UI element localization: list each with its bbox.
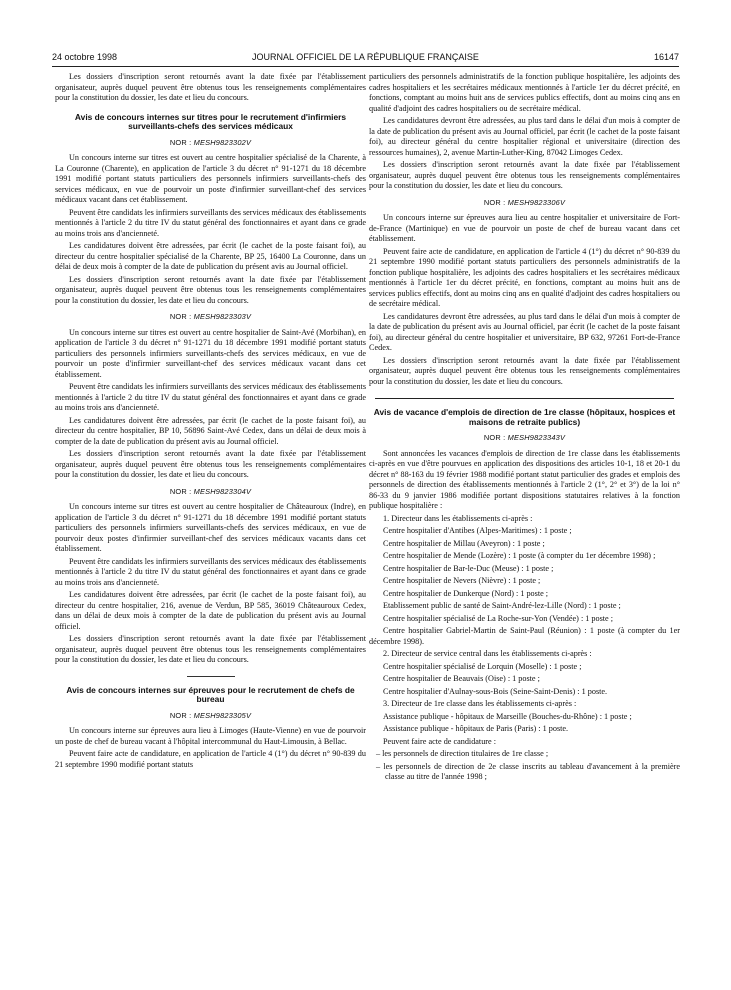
nor-reference: NOR : MESH9823304V — [169, 486, 252, 496]
nor-reference: NOR : MESH9823305V — [169, 710, 252, 720]
list-item: 1. Directeur dans les établissements ci-après : — [383, 513, 533, 523]
issue-date: 24 octobre 1998 — [52, 52, 118, 62]
paragraph: Peuvent être candidats les infirmiers surveillants des services médicaux des établissements mentionnés à l'article 2 du titre IV du statut général des fonctionnaires et ayant dans ce grade au moins trois ans d'ancienneté. — [55, 207, 366, 238]
list-item: Centre hospitalier de Millau (Aveyron) : 1 poste ; — [383, 538, 545, 548]
list-item: Assistance publique - hôpitaux de Paris (Paris) : 1 poste. — [383, 724, 569, 733]
list-item: Centre hospitalier d'Antibes (Alpes-Maritimes) : 1 poste ; — [383, 526, 572, 535]
paragraph: Les dossiers d'inscription seront retournés avant la date fixée par l'établissement organisateur, auprès duquel peuvent être obtenus tous les renseignements complémentaires pour la constitution du dossier, les date et lieu du concours. — [55, 634, 366, 664]
paragraph: Les dossiers d'inscription seront retournés avant la date fixée par l'établissement organisateur, auprès duquel peuvent être obtenus tous les renseignements complémentaires pour la constitution du dossier, les date et lieu du concours. — [55, 449, 366, 479]
list-item: Etablissement public de santé de Saint-André-lez-Lille (Nord) : 1 poste ; — [383, 601, 621, 610]
notice-title: Avis de vacance d'emplois de direction de 1re classe (hôpitaux, hospices et maisons de retraite publics) — [373, 407, 676, 427]
list-item: – les personnels de direction titulaires de 1re classe ; — [369, 749, 680, 760]
nor-reference: NOR : MESH9823343V — [483, 433, 566, 442]
paragraph: Les candidatures doivent être adressées, par écrit (le cachet de la poste faisant foi), au directeur du centre hospitalier, BP 10, 56896 Saint-Avé Cedex, dans un délai de deux mois à compter de la date de publication du présent avis au Journal officiel. — [55, 415, 366, 446]
list-item: Centre hospitalier d'Aulnay-sous-Bois (Seine-Saint-Denis) : 1 poste. — [383, 686, 608, 696]
page-number: 16147 — [653, 52, 679, 62]
paragraph: Les dossiers d'inscription seront retournés avant la date fixée par l'établissement organisateur, auprès duquel peuvent être obtenus tous les renseignements complémentaires pour la constitution du dossier, les date et lieu du concours. — [369, 160, 680, 190]
list-item: – les personnels de direction de 2e classe inscrits au tableau d'avancement à la première classe au titre de l'année 1998 ; — [369, 762, 680, 783]
paragraph: Un concours interne sur titres est ouvert au centre hospitalier de Saint-Avé (Morbihan), en application de l'article 3 du décret n° 91-1271 du 18 décembre 1991 modifié portant statuts particuliers des personnels infirmiers surveillants-chefs des services médicaux, en vue de pourvoir un poste d'infirmier surveillant-chef des services médicaux vacant dans cet établissement. — [55, 327, 366, 379]
paragraph: Les candidatures devront être adressées, au plus tard dans le délai d'un mois à compter de la date de publication du présent avis au Journal officiel, par écrit (le cachet de la poste faisant foi), au directeur général du centre hospitalier régional et universitaire (direction des ressources humaines), 2, avenue Martin-Luther-King, 87042 Limoges Cedex. — [369, 116, 680, 157]
nor-reference: NOR : MESH9823306V — [483, 197, 566, 207]
notice-title: Avis de concours internes sur titres pour le recrutement d'infirmiers surveillants-chefs des services médicaux — [74, 111, 347, 131]
nor-reference: NOR : MESH9823302V — [169, 137, 252, 147]
list-item: 3. Directeur de 1re classe dans les établissements ci-après : — [383, 699, 577, 708]
section-divider — [187, 676, 235, 677]
paragraph: Un concours interne sur épreuves aura lieu au centre hospitalier et universitaire de Fort-de-France (Martinique) en vue de pourvoir un poste de chef de bureau vacant dans cet établissement. — [369, 213, 680, 243]
paragraph: Peuvent faire acte de candidature, en application de l'article 4 (1°) du décret n° 90-839 du 21 septembre 1990 modifié portant statuts particuliers des personnels administratifs de la fonction publique hospitalière, les adjoints des cadres hospitaliers et les secrétaires médicaux mentionnés à l'article 1er du décret précité, en fonctions, comptant au moins huit ans de services publics effectifs, dont au moins cinq ans en qualité d'adjoint des cadres hospitaliers ou de secrétaire médical. — [369, 246, 680, 308]
list-item: Centre hospitalier de Bar-le-Duc (Meuse) : 1 poste ; — [383, 563, 554, 573]
paragraph: Les dossiers d'inscription seront retournés avant la date fixée par l'établissement organisateur, auprès duquel peuvent être obtenus tous les renseignements complémentaires pour la constitution du dossier, les date et lieu du concours. — [55, 274, 366, 305]
paragraph: Un concours interne sur titres est ouvert au centre hospitalier spécialisé de la Charente, à La Couronne (Charente), en application de l'article 3 du décret n° 91-1271 du 18 décembre 1991 modifié portant statuts particuliers des personnels infirmiers surveillants-chefs des services médicaux, en vue de pourvoir un poste d'infirmier surveillant-chef des services médicaux vacant dans cet établissement. — [55, 153, 366, 204]
list-item: Centre hospitalier de Nevers (Nièvre) : 1 poste ; — [383, 576, 541, 585]
left-column — [55, 72, 366, 984]
paragraph: Un concours interne sur épreuves aura lieu à Limoges (Haute-Vienne) en vue de pourvoir un poste de chef de bureau vacant à l'hôpital intercommunal du Haut-Limousin, à Bellac. — [55, 726, 366, 746]
paragraph: Peuvent être candidats les infirmiers surveillants des services médicaux des établissements mentionnés à l'article 2 du titre IV du statut général des fonctionnaires et ayant dans ce grade au moins trois ans d'ancienneté. — [55, 382, 366, 412]
paragraph: Peuvent faire acte de candidature, en application de l'article 4 (1°) du décret n° 90-839 du 21 septembre 1990 modifié portant statuts — [55, 749, 366, 769]
page-header — [52, 52, 679, 64]
right-column — [369, 72, 680, 984]
list-item: Centre hospitalier Gabriel-Martin de Saint-Paul (Réunion) : 1 poste (à compter du 1er décembre 1998). — [369, 626, 680, 646]
paragraph: Les candidatures doivent être adressées, par écrit (le cachet de la poste faisant foi), au directeur du centre hospitalier spécialisé de la Charente, BP 25, 16400 La Couronne, dans un délai de deux mois à compter de la date de publication du présent avis au Journal officiel. — [55, 241, 366, 271]
list-item: Centre hospitalier spécialisé de Lorquin (Moselle) : 1 poste ; — [383, 661, 582, 671]
paragraph: Les dossiers d'inscription seront retournés avant la date fixée par l'établissement organisateur, auprès duquel peuvent être obtenus tous les renseignements complémentaires pour la constitution du dossier, les date et lieu du concours. — [55, 72, 366, 102]
paragraph: Les dossiers d'inscription seront retournés avant la date fixée par l'établissement organisateur, auprès duquel peuvent être obtenus tous les renseignements complémentaires pour la constitution du dossier, les date et lieu du concours. — [369, 355, 680, 386]
list-item: Centre hospitalier de Dunkerque (Nord) : 1 poste ; — [383, 588, 549, 598]
section-divider — [375, 398, 674, 399]
list-item: Assistance publique - hôpitaux de Marseille (Bouches-du-Rhône) : 1 poste ; — [383, 711, 632, 721]
nor-reference: NOR : MESH9823303V — [169, 312, 252, 321]
paragraph: particuliers des personnels administratifs de la fonction publique hospitalière, les adjoints des cadres hospitaliers et les secrétaires médicaux mentionnés à l'article 1er du décret précité, en fonctions, comptant au moins huit ans de services publics effectifs, dont au moins cinq ans en qualité d'adjoint des cadres hospitaliers ou de secrétaire médical. — [369, 72, 680, 113]
header-rule — [52, 66, 679, 67]
notice-title: Avis de concours internes sur épreuves pour le recrutement de chefs de bureau — [66, 684, 355, 704]
list-item: Centre hospitalier de Mende (Lozère) : 1 poste (à compter du 1er décembre 1998) ; — [383, 551, 656, 560]
list-item: 2. Directeur de service central dans les établissements ci-après : — [383, 649, 592, 658]
paragraph: Les candidatures doivent être adressées, par écrit (le cachet de la poste faisant foi), au directeur du centre hospitalier, 216, avenue de Verdun, BP 585, 36019 Châteauroux Cedex, dans un délai de deux mois à compter de la date de publication du présent avis au Journal officiel. — [55, 590, 366, 631]
journal-title: JOURNAL OFFICIEL DE LA RÉPUBLIQUE FRANÇAISE — [252, 52, 479, 62]
list-item: Peuvent faire acte de candidature : — [383, 736, 496, 746]
paragraph: Les candidatures devront être adressées, au plus tard dans le délai d'un mois à compter de la date de publication du présent avis au Journal officiel, par écrit (le cachet de la poste faisant foi), au directeur général du centre hospitalier et universitaire, BP 632, 97261 Fort-de-France Cedex. — [369, 311, 680, 352]
list-item: Centre hospitalier de Beauvais (Oise) : 1 poste ; — [383, 674, 540, 683]
paragraph: Peuvent être candidats les infirmiers surveillants des services médicaux des établissements mentionnés à l'article 2 du titre IV du statut général des fonctionnaires et ayant dans ce grade au moins trois ans d'ancienneté. — [55, 556, 366, 587]
list-item: Centre hospitalier spécialisé de La Roche-sur-Yon (Vendée) : 1 poste ; — [383, 613, 614, 623]
paragraph: Un concours interne sur titres est ouvert au centre hospitalier de Châteauroux (Indre), en application de l'article 3 du décret n° 91-1271 du 18 décembre 1991 modifié portant statuts particuliers des personnels infirmiers surveillants-chefs des services médicaux, en vue de pourvoir deux postes d'infirmier surveillant-chef des services médicaux vacants dans cet établissement. — [55, 502, 366, 553]
paragraph: Sont annoncées les vacances d'emplois de direction de 1re classe dans les établissements ci-après en vue d'être pourvues en application des dispositions des articles 10-1, 18 et 20-1 du décret n° 88-163 du 19 février 1988 modifié portant statut particulier des grades et emplois des personnels de direction des établissements mentionnés à l'article 2 (1°, 2° et 3°) de la loi n° 86-33 du 9 janvier 1986 modifiée portant dispositions statutaires relatives à la fonction publique hospitalière : — [369, 448, 680, 510]
